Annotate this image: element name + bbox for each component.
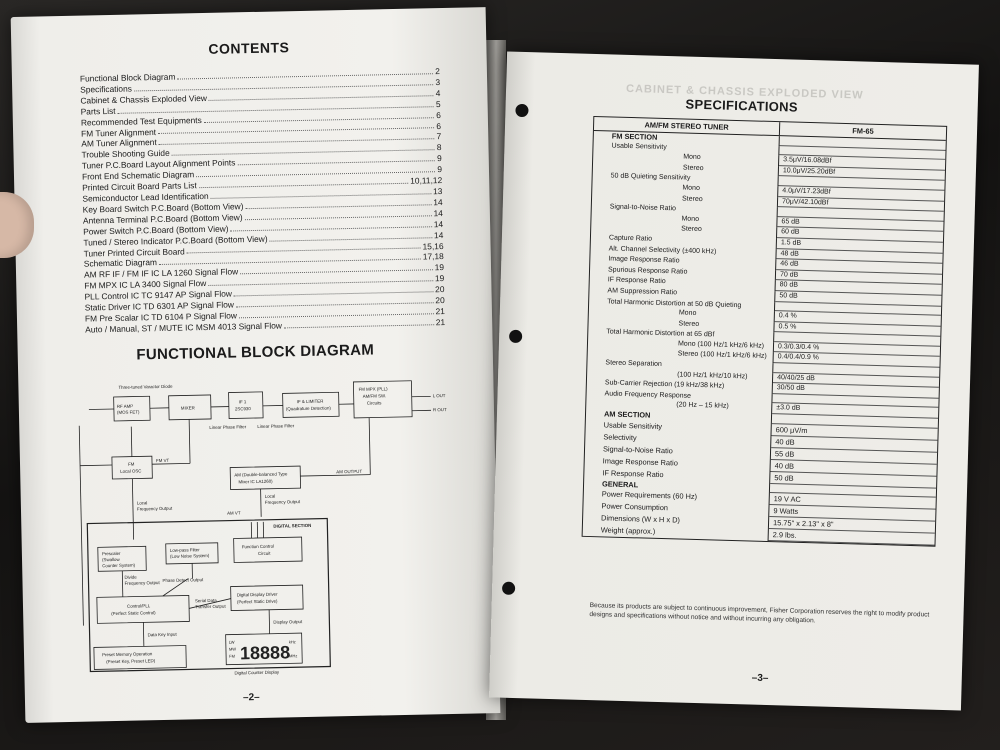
binder-hole-middle	[509, 330, 522, 343]
contents-title: CONTENTS	[208, 39, 290, 57]
spec-value: 60 dB	[777, 227, 943, 242]
spec-label: Weight (approx.)	[583, 524, 769, 541]
bleed-through-text: CABINET & CHASSIS EXPLODED VIEW	[625, 82, 864, 102]
lcd-lw: LW	[228, 639, 235, 645]
spec-label: Image Response Ratio	[590, 254, 776, 270]
left-page	[11, 7, 501, 723]
toc-item-page: 14	[433, 229, 444, 240]
phase-detect-label: Phase Detect Output	[162, 577, 204, 583]
toc-item-title: Front End Schematic Diagram	[81, 169, 195, 182]
fm-mpx-line2: AM/FM SW.	[362, 393, 387, 399]
spec-label: Mono	[592, 181, 778, 197]
spec-value: 0.5 %	[774, 322, 940, 337]
toc-item-page: 6	[436, 109, 441, 120]
spec-label: Alt. Channel Selectivity (±400 kHz)	[590, 243, 776, 259]
spec-value: 10.0μV/25.20dBf	[779, 166, 945, 181]
spec-label: Mono (100 Hz/1 kHz/6 kHz)	[588, 337, 774, 353]
low-pass-line2: (Low Noise System)	[169, 553, 210, 559]
fm-osc-line1: FM	[127, 461, 135, 467]
binder-hole-bottom	[502, 582, 515, 595]
improvement-note: Because its products are subject to continuous improvement, Fisher Corporation reserves the right to modify product designs and specifications without notice and without incurring any obligation.	[589, 602, 930, 625]
spec-label: Signal-to-Noise Ratio	[585, 442, 771, 459]
local-freq1-line2: Frequency Output	[136, 505, 173, 512]
rf-amp-line2: (MOS FET)	[116, 409, 140, 415]
function-ctrl-line2: Circuit	[257, 550, 271, 556]
spec-label: Stereo	[593, 161, 779, 177]
spec-header-label: AM/FM STEREO TUNER	[594, 117, 780, 135]
digital-driver-line1: Digital Display Driver	[236, 591, 278, 598]
digital-section-label: DIGITAL SECTION	[273, 522, 312, 529]
spec-label: Total Harmonic Distortion at 65 dBf	[588, 327, 774, 342]
toc-item-page: 21	[435, 316, 446, 328]
l-out-label: L OUT	[432, 393, 446, 399]
spec-label: GENERAL	[584, 478, 770, 493]
toc-item-page: 14	[433, 218, 444, 229]
spec-label: Stereo Separation	[587, 358, 773, 373]
lcd-mw: MW	[228, 646, 237, 652]
lcd-digits: 18888	[239, 642, 291, 664]
toc-item-title: Schematic Diagram	[83, 257, 158, 269]
toc-item-title: AM RF IF / FM IF IC LA 1260 Signal Flow	[83, 266, 239, 280]
prescaler-line2: (Swallow	[101, 556, 120, 563]
toc-item-title: Parts List	[80, 105, 116, 117]
spec-value: 50 dB	[775, 291, 941, 306]
spec-label: Dimensions (W x H x D)	[583, 512, 769, 529]
spec-value: 0.4/0.4/0.9 %	[774, 353, 940, 368]
am-block-line1: AM (Double-balanced Type	[234, 471, 288, 478]
local-freq1-line1: Local	[136, 500, 148, 506]
if-limiter-line2: (Quadrature Detection)	[285, 405, 331, 412]
spec-value: 0.4 %	[775, 311, 941, 326]
lpf2-label: Linear Phase Filter	[257, 423, 295, 429]
lpf1-label: Linear Phase Filter	[209, 424, 247, 430]
spec-value: 46 dB	[776, 259, 942, 274]
spec-rows	[583, 131, 946, 546]
spec-label: Mono	[591, 212, 777, 228]
spec-label: Usable Sensitivity	[586, 419, 772, 436]
lcd-mhz: MHz	[289, 653, 298, 659]
toc-item-page: 14	[433, 196, 443, 208]
spec-label: (100 Hz/1 kHz/10 kHz)	[587, 368, 773, 384]
am-output-label: AM OUTPUT	[336, 468, 363, 475]
toc-item-title: Tuner Printed Circuit Board	[83, 245, 185, 259]
divide-line2: Frequency Output	[124, 580, 160, 586]
spec-value: 19 V AC	[770, 493, 936, 510]
spec-label: Spurious Response Ratio	[590, 265, 776, 281]
spec-value: 80 dB	[776, 280, 942, 295]
data-key-label: Data Key Input	[147, 631, 177, 638]
toc-item-title: FM Tuner Alignment	[81, 126, 157, 139]
spec-label: IF Response Ratio	[584, 466, 770, 483]
mixer-label: MIXER	[180, 405, 195, 411]
toc-item-title: AM Tuner Alignment	[81, 137, 157, 150]
counter-display-label: Digital Counter Display	[234, 669, 280, 676]
prescaler-line3: Counter System)	[102, 562, 136, 569]
toc-item-page: 5	[435, 98, 441, 109]
tvd-label: Three-tuned Varactor Diode	[118, 383, 173, 390]
control-pll-line1: Control/PLL	[126, 603, 151, 609]
toc-item-page: 19	[434, 262, 445, 273]
spec-label: Mono	[593, 150, 779, 166]
spec-value: 1.5 dB	[777, 238, 943, 253]
serial-data-line1: Serial Data	[194, 597, 217, 604]
spec-value: 40 dB	[770, 460, 936, 477]
spec-value: 48 dB	[776, 249, 942, 264]
spec-label: Signal-to-Noise Ratio	[592, 202, 778, 217]
spec-label: Power Consumption	[583, 500, 769, 517]
toc-item-page: 20	[435, 284, 445, 295]
am-block-line2: Mixer IC LA1260)	[238, 478, 273, 485]
toc-leader	[284, 317, 434, 328]
toc-item-page: 7	[436, 131, 442, 142]
toc-item-page: 10,11,12	[410, 175, 443, 186]
spec-value: 30/50 dB	[773, 383, 939, 398]
control-pll-line2: (Perfect Static Control)	[111, 610, 156, 617]
toc-item-page: 4	[435, 87, 441, 98]
fm-mpx-line1: FM MPX (PLL)	[358, 386, 388, 392]
fm-mpx-line3: Circuits	[366, 400, 382, 406]
spec-value: 0.3/0.3/0.4 %	[774, 342, 940, 357]
spec-value: 4.0μV/17.23dBf	[778, 186, 944, 201]
spec-value: 40 dB	[771, 436, 937, 453]
divide-line1: Divide	[124, 574, 137, 580]
spec-value: 40/40/25 dB	[773, 373, 939, 388]
prescaler-line1: Prescaler	[101, 550, 121, 557]
binder-hole-top	[515, 104, 528, 117]
toc-item-title: Antenna Terminal P.C.Board (Bottom View)	[82, 212, 243, 226]
spec-value: 70μV/42.10dBf	[778, 197, 944, 212]
functional-block-diagram	[58, 368, 464, 681]
serial-data-line2: Transfer Output	[194, 603, 226, 610]
fm-vt-label: FM VT	[155, 457, 170, 464]
toc-item-title: PLL Control IC TC 9147 AP Signal Flow	[84, 288, 233, 302]
spec-label: FM SECTION	[594, 131, 780, 146]
low-pass-line1: Low-pass Filter	[169, 547, 200, 553]
spec-label: Selectivity	[585, 430, 771, 447]
toc-item-page: 15,16	[422, 240, 444, 251]
spec-value: 15.75" x 2.13" x 8"	[769, 517, 935, 534]
spec-label: (20 Hz – 15 kHz)	[586, 398, 772, 414]
if-limiter-line1: IF & LIMITER	[296, 398, 324, 405]
spec-label: Usable Sensitivity	[593, 141, 779, 156]
toc-item-page: 21	[435, 305, 446, 317]
spec-value: 9 Watts	[769, 505, 935, 522]
lcd-khz: kHz	[288, 639, 296, 645]
local-freq2-line2: Frequency Output	[264, 499, 301, 505]
spec-value: 55 dB	[771, 448, 937, 465]
toc-item-page: 8	[436, 142, 442, 153]
spec-label: Total Harmonic Distortion at 50 dB Quieting	[589, 296, 775, 311]
toc-item-title: Tuned / Stereo Indicator P.C.Board (Bottom View)	[83, 233, 268, 248]
spec-label: Stereo	[591, 222, 777, 238]
toc-item-page: 6	[436, 120, 442, 131]
toc-item-title: Static Driver IC TD 6301 AP Signal Flow	[84, 299, 234, 313]
spec-value: 70 dB	[776, 270, 942, 285]
toc-item-page: 13	[432, 186, 443, 197]
toc-item-page: 9	[436, 153, 442, 164]
local-freq2-line1: Local	[264, 493, 276, 499]
spec-label: Mono	[589, 306, 775, 322]
am-vt-label: AM VT	[227, 510, 241, 516]
spec-label: Stereo	[592, 192, 778, 208]
spec-label: IF Response Ratio	[590, 275, 776, 291]
spec-label: Power Requirements (60 Hz)	[584, 488, 770, 505]
toc-item-page: 17,18	[422, 251, 444, 262]
toc-item-title: Functional Block Diagram	[79, 71, 176, 84]
functional-block-diagram-title: FUNCTIONAL BLOCK DIAGRAM	[136, 341, 375, 364]
toc-item-title: Recommended Test Equipments	[80, 114, 202, 128]
if1-line2: 2SC930	[234, 406, 251, 412]
toc-item-page: 3	[435, 76, 441, 88]
r-out-label: R OUT	[432, 407, 447, 413]
spec-label: Stereo	[588, 317, 774, 333]
toc-item-title: FM MPX IC LA 3400 Signal Flow	[84, 278, 207, 291]
table-of-contents	[80, 66, 445, 335]
spec-value: 2.9 lbs.	[769, 529, 935, 546]
rf-amp-line1: RF AMP	[116, 403, 134, 409]
spec-label: AM SECTION	[586, 409, 772, 424]
spec-label: Sub-Carrier Rejection (19 kHz/38 kHz)	[587, 378, 773, 394]
if1-line1: IF 1	[238, 399, 247, 405]
left-page-number: –2–	[242, 691, 260, 704]
preset-line1: Preset Memory Operation	[101, 651, 153, 658]
toc-item-page: 20	[435, 295, 445, 306]
right-page-number: –3–	[751, 672, 769, 685]
digital-driver-line2: (Perfect Static Drive)	[236, 598, 278, 605]
spec-value: ±3.0 dB	[772, 404, 938, 419]
function-ctrl-line1: Function Control	[241, 543, 275, 550]
toc-item-page: 14	[433, 207, 443, 219]
toc-item-title: Power Switch P.C.Board (Bottom View)	[83, 223, 229, 237]
toc-item-page: 19	[434, 273, 445, 284]
toc-item-title: Key Board Switch P.C.Board (Bottom View)	[82, 201, 244, 215]
toc-item-title: Tuner P.C.Board Layout Alignment Points	[81, 157, 236, 171]
lcd-fm: FM	[229, 653, 235, 659]
specifications-table	[582, 116, 948, 547]
toc-item-title: Printed Circuit Board Parts List	[82, 180, 197, 193]
preset-line2: (Preset Key, Preset LED)	[106, 658, 156, 665]
spec-value: 65 dB	[777, 217, 943, 232]
toc-item-title: FM Pre Scalar IC TD 6104 P Signal Flow	[84, 310, 237, 324]
right-page	[489, 52, 979, 711]
spec-value: 50 dB	[770, 472, 936, 489]
digital-section-frame	[87, 519, 330, 672]
toc-item-title: Auto / Manual, ST / MUTE IC MSM 4013 Signal Flow	[85, 320, 283, 335]
toc-item-title: Cabinet & Chassis Exploded View	[80, 92, 207, 106]
toc-item-title: Trouble Shooting Guide	[81, 148, 170, 160]
spec-label: Stereo (100 Hz/1 kHz/6 kHz)	[588, 347, 774, 363]
spec-label: Image Response Ratio	[585, 454, 771, 471]
toc-item-title: Semiconductor Lead Identification	[82, 190, 209, 204]
spec-label: Capture Ratio	[591, 233, 777, 249]
display-output-label: Display Output	[273, 619, 303, 625]
specifications-title: SPECIFICATIONS	[685, 96, 799, 115]
spec-value: 3.5μV/16.08dBf	[779, 155, 945, 170]
spec-label: Audio Frequency Response	[586, 389, 772, 404]
spec-header-model: FM-65	[852, 126, 874, 136]
toc-item-page: 2	[435, 66, 440, 77]
spec-label: 50 dB Quieting Sensitivity	[593, 171, 779, 186]
toc-item-page: 9	[437, 164, 443, 175]
toc-item-title: Specifications	[80, 83, 132, 95]
spec-value: 600 μV/m	[771, 424, 937, 441]
fm-osc-line2: Local OSC	[120, 468, 142, 474]
spec-label: AM Suppression Ratio	[589, 286, 775, 302]
